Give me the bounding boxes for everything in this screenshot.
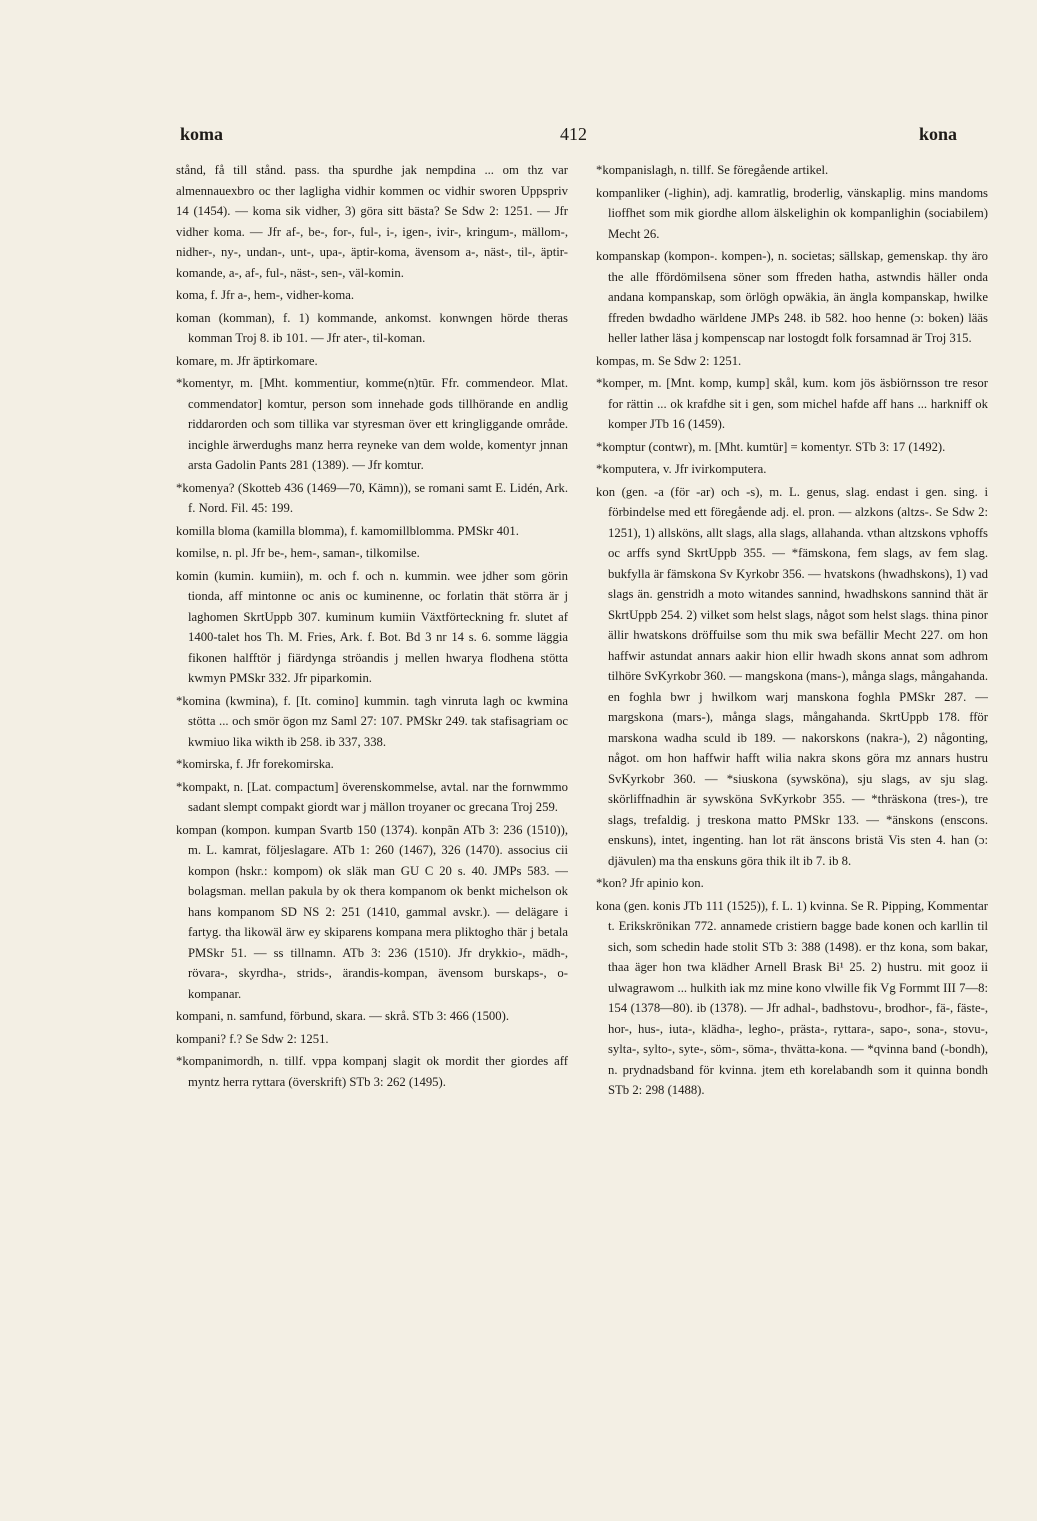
entry: komin (kumin. kumiin), m. och f. och n. kummin. wee jdher som görin tionda, aff mintonne oc anis oc kuminenne, oc forlatin thät störra är j laghomen SkrtUppb 307. kuminum kumiin Växtförteckning fr. slutet af 1400-talet hos Th. M. Fries, Ark. f. Bot. Bd 3 nr 14 s. 6. somme läggia fikonen halfftör j fiärdynga ströandis j mellen hwarya flodhena stötta kwmyn PMSkr 332. Jfr piparkomin.: [176, 568, 568, 685]
entry: kompani? f.? Se Sdw 2: 1251.: [176, 1031, 329, 1046]
entry: *kompanislagh, n. tillf. Se föregående artikel.: [596, 163, 829, 177]
entry: *komper, m. [Mnt. komp, kump] skål, kum. kom jös äsbiörnsson tre resor for rättin ... ok krafdhe sit i gen, som michel hafde aff hans ... harkniff ok komper JTb 16 (1459).: [596, 376, 988, 431]
entry: *komputera, v. Jfr ivirkomputera.: [596, 462, 767, 476]
entry: *komina (kwmina), f. [It. comino] kummin. tagh vinruta lagh oc kwmina stötta ... och smör ögon mz Saml 27: 107. PMSkr 249. tak stafisagriam oc kwmiuo lika wikth ib 258. ib 337, 338.: [176, 693, 568, 749]
header-right-keyword: kona: [918, 124, 957, 144]
entry: *kompakt, n. [Lat. compactum] överenskommelse, avtal. nar the fornwmmo sadant slempt compakt giordt war j mällon troyaner oc grecana Troj 259.: [176, 779, 568, 814]
entry: koman (komman), f. 1) kommande, ankomst. konwngen hörde theras komman Troj 8. ib 101. — Jfr ater-, til-koman.: [176, 310, 568, 345]
header-left-keyword: koma: [180, 124, 224, 144]
entry: kompanskap (kompon-. kompen-), n. societas; sällskap, gemenskap. thy äro the alle ffördömilsena söner som ffreden hatha, astwndis häller onda andana kompanskap, som örlögh opwäkia, än ängla kompanskap, hwilke ffreden bwdadho wärldene JMPs 248. ib 582. hoo henne (ɔ: boken) lääs heller lather läsa j kompenscap nar lostogdt folk forsamnad är Troj 315.: [596, 249, 988, 345]
entry: *komenya? (Skotteb 436 (1469—70, Kämn)), se romani samt E. Lidén, Ark. f. Nord. Fil. 45: 199.: [176, 480, 568, 515]
page-number: 412: [560, 124, 587, 144]
entry: *komentyr, m. [Mht. kommentiur, komme(n)tūr. Ffr. commendeor. Mlat. commendator] komtur, person som innehade gods tillhörande en andlig riddarorden och som tillika var styresman över ett kringliggande område. incighle ärwerdughs manz herra reyneke van dem wolde, komentyr jnnan arsta Gadolin Pants 281 (1389). — Jfr komtur.: [176, 376, 568, 472]
entry: kompan (kompon. kumpan Svartb 150 (1374). konpãn ATb 3: 236 (1510)), m. L. kamrat, följeslagare. ATb 1: 260 (1467), 326 (1470). associus cii kompon (hskr.: kompom) ok släk man GU C 20 s. 40. JMPs 583. — bolagsman. mellan pakula by ok thera kompanom ok benkt michelson ok hans kompanom SD NS 2: 251 (1410, gammal avskr.). — delägare i fartyg. tha likowäl ärw ey skiparens kompana mera pliktogho thär j betala PMSkr 51. — ss tillnamn. ATb 3: 236 (1510). Jfr drykkio-, mädh-, rövara-, skyrdha-, strids-, ärandis-kompan, ävensom burskaps-, o-kompanar.: [176, 822, 568, 1001]
entry: kompani, n. samfund, förbund, skara. — skrå. STb 3: 466 (1500).: [176, 1009, 509, 1023]
entry: komilla bloma (kamilla blomma), f. kamomillblomma. PMSkr 401.: [176, 523, 519, 538]
entry: kon (gen. -a (för -ar) och -s), m. L. genus, slag. endast i gen. sing. i förbindelse med ett föregående adj. el. pron. — alzkons (altzs-. Se Sdw 2: 1251), 1) allsköns, allt slags, alla slags, allahanda. vthan altzskons vphoffs oc arffs synd SkrtUppb 355. — *fämskona, fem slags, av fem slag. bukfylla är fämskona Sv Kyrkobr 356. — hvatskons (hwadhskons), 1) vad slags än. genstridh a moto witandes sannind, hwadhskons sannind thät är SkrtUppb 254. 2) vilket som helst slags, något som helst slags. thina pinor ällir hwatskons dröffuilse som thu mik swa befällir Mecht 227. om hon haffwir astundat annars aakir hion ellir hwadh skons annat som adhrom tilhöre SvKyrkobr 360. — mangskona (mans-), många slags, mångahanda. en foghla bwr j hwilkom warj manskona foghla PMSkr 287. — margskona (mars-), många slags, mångahanda. SkrtUppb 178. fför marskona wadha sculd ib 189. — nakorskons (nakra-), 2) någonting, något. om hon haffwir hafft wilia nakra skons göra mz annars hustru SvKyrkobr 360. — *siuskona (sywsköna), sju slags, av sju slag. skörliffnadhin är sywsköna SvKyrkobr 355. — *thräskona (tres-), tre slags, trefaldig. j treskona matto PMSkr 133. — *änskons (enscons. enskuns), intet, ingenting. han lot rät änscons bristä Vis sten 4. han (ɔ: djävulen) ma tha enskuns göra thik ilt ib 7. ib 8.: [596, 484, 988, 868]
entry: komilse, n. pl. Jfr be-, hem-, saman-, tilkomilse.: [176, 546, 420, 560]
entry: *komptur (contwr), m. [Mht. kumtür] = komentyr. STb 3: 17 (1492).: [596, 439, 946, 454]
entry: stånd, få till stånd. pass. tha spurdhe jak nempdina ... om thz var almennauexbro oc ther lagligha vidhir kommen oc vidhir sworen Uppspriv 14 (1454). — koma sik vidher, 3) göra sitt bästa? Se Sdw 2: 1251. — Jfr vidher koma. — Jfr af-, be-, for-, ful-, i-, igen-, ivir-, kringum-, mällom-, nidher-, ny-, undan-, unt-, upa-, äptir-koma, ävensom a-, näst-, til-, äptir-komande, a-, af-, ful-, näst-, sen-, väl-komin.: [176, 163, 568, 280]
entry: komare, m. Jfr äptirkomare.: [176, 353, 318, 368]
right-column: [596, 160, 988, 1360]
entry: *komirska, f. Jfr forekomirska.: [176, 757, 334, 771]
entry: *kompanimordh, n. tillf. vppa kompanj slagit ok mordit ther giordes aff myntz herra ryttara (överskrift) STb 3: 262 (1495).: [176, 1054, 568, 1089]
entry: koma, f. Jfr a-, hem-, vidher-koma.: [176, 288, 355, 302]
entry: kompas, m. Se Sdw 2: 1251.: [596, 353, 742, 368]
entry: *kon? Jfr apinio kon.: [596, 876, 704, 890]
left-column: [176, 160, 568, 1360]
entry: kompanliker (-lighin), adj. kamratlig, broderlig, vänskaplig. mins mandoms lioffhet som mik giordhe allom älskelighin ok kompanlighin (sociabilem) Mecht 26.: [596, 185, 988, 241]
entry: kona (gen. konis JTb 111 (1525)), f. L. 1) kvinna. Se R. Pipping, Kommentar t. Erikskrönikan 772. annamede cristiern bagge bade konen och karllin til sich, som schedin hade stolit STb 3: 388 (1498). er thz kona, som bakar, thaa äger hon twa klädher Arnell Brask Bi¹ 25. 2) hustru. mit gooz ii ulwagrawom ... hulkith iak mz mine kono vlwille fik Vg Formmt III 7—8: 154 (1378—80). ib (1378). — Jfr adhal-, badhstovu-, brodhor-, fä-, fäste-, hor-, hus-, iuta-, klädha-, legho-, prästa-, ryttara-, sapo-, sona-, stovu-, sylta-, sylto-, syte-, söm-, söma-, thvätta-kona. — *qvinna band (-bondh), n. prydnadsband för kvinna. jtem eth korelabandh som it quinna bondh STb 2: 298 (1488).: [596, 898, 988, 1097]
